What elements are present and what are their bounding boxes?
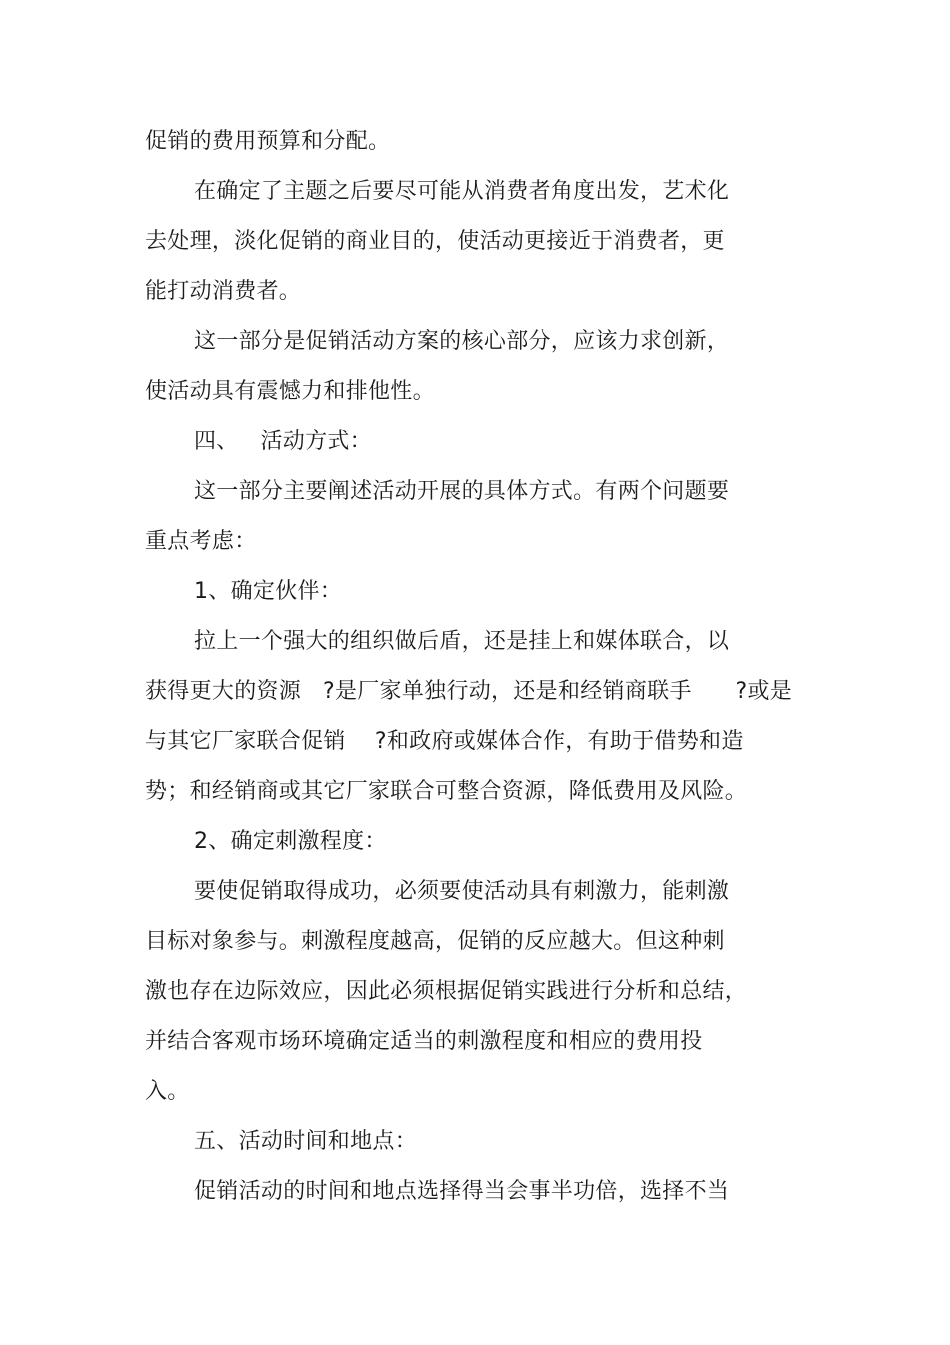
subsection-heading: 1、确定伙伴： xyxy=(194,579,343,604)
paragraph-line: 促销的费用预算和分配。 xyxy=(145,129,391,154)
section-heading: 四、 活动方式： xyxy=(194,429,372,454)
paragraph-line: 促销活动的时间和地点选择得当会事半功倍，选择不当 xyxy=(194,1179,730,1204)
paragraph-line: 激也存在边际效应，因此必须根据促销实践进行分析和总结， xyxy=(145,979,748,1004)
paragraph-line: 在确定了主题之后要尽可能从消费者角度出发，艺术化 xyxy=(194,179,730,204)
paragraph-line: 入。 xyxy=(145,1079,190,1104)
subsection-heading: 2、确定刺激程度： xyxy=(194,829,387,854)
section-heading: 五、活动时间和地点： xyxy=(194,1129,418,1154)
paragraph-line: 去处理，淡化促销的商业目的，使活动更接近于消费者，更 xyxy=(145,229,725,254)
paragraph-line: 获得更大的资源 ?是厂家单独行动，还是和经销商联手 ?或是 xyxy=(145,679,793,704)
paragraph-line: 与其它厂家联合促销 ?和政府或媒体合作，有助于借势和造 xyxy=(145,729,744,754)
paragraph-line: 并结合客观市场环境确定适当的刺激程度和相应的费用投 xyxy=(145,1029,703,1054)
paragraph-line: 这一部分是促销活动方案的核心部分，应该力求创新， xyxy=(194,329,730,354)
paragraph-line: 能打动消费者。 xyxy=(145,279,302,304)
paragraph-line: 这一部分主要阐述活动开展的具体方式。有两个问题要 xyxy=(194,479,730,504)
paragraph-line: 势；和经销商或其它厂家联合可整合资源，降低费用及风险。 xyxy=(145,779,748,804)
paragraph-line: 重点考虑： xyxy=(145,529,257,554)
paragraph-line: 拉上一个强大的组织做后盾，还是挂上和媒体联合，以 xyxy=(194,629,730,654)
paragraph-line: 使活动具有震憾力和排他性。 xyxy=(145,379,435,404)
paragraph-line: 目标对象参与。刺激程度越高，促销的反应越大。但这种刺 xyxy=(145,929,725,954)
paragraph-line: 要使促销取得成功，必须要使活动具有刺激力，能刺激 xyxy=(194,879,730,904)
